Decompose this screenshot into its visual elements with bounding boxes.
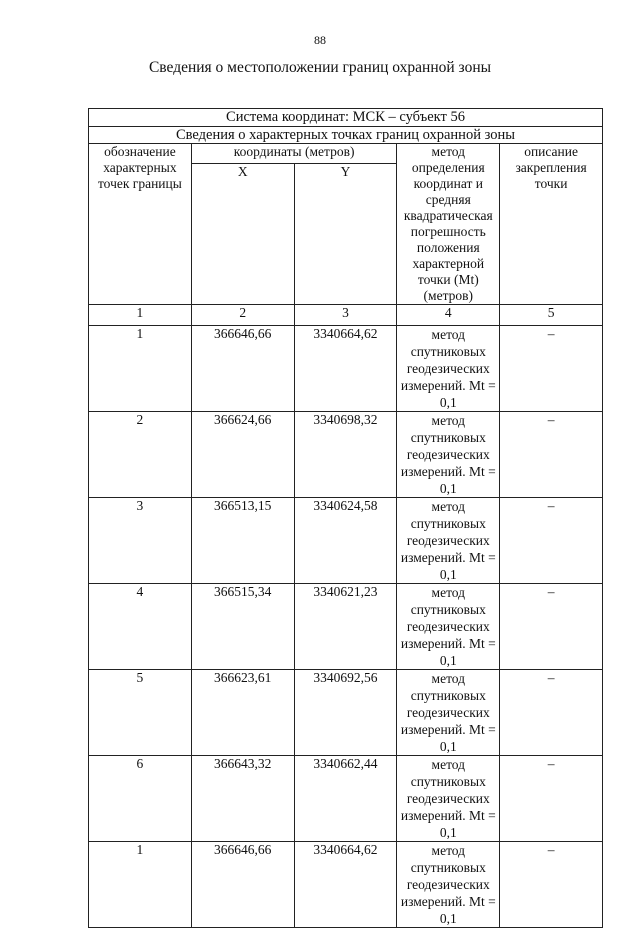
- method-cell: метод спутниковых геодезических измерений. Mt = 0,1: [397, 756, 500, 842]
- method-cell: метод спутниковых геодезических измерений. Mt = 0,1: [397, 412, 500, 498]
- coord-x: 366515,34: [191, 584, 294, 670]
- table-row: [89, 584, 603, 670]
- method-cell: метод спутниковых геодезических измерений. Mt = 0,1: [397, 842, 500, 928]
- method-cell: метод спутниковых геодезических измерений. Mt = 0,1: [397, 584, 500, 670]
- coord-y: 3340621,23: [294, 584, 397, 670]
- coord-y: 3340624,58: [294, 498, 397, 584]
- fixing-cell: –: [500, 584, 603, 670]
- fixing-cell: –: [500, 412, 603, 498]
- fixing-cell: –: [500, 326, 603, 412]
- method-cell: метод спутниковых геодезических измерений. Mt = 0,1: [397, 498, 500, 584]
- header-coordinates: координаты (метров): [191, 144, 397, 164]
- coord-x: 366513,15: [191, 498, 294, 584]
- column-index: 4: [397, 305, 500, 326]
- coord-y: 3340664,62: [294, 842, 397, 928]
- coord-x: 366623,61: [191, 670, 294, 756]
- coord-x: 366624,66: [191, 412, 294, 498]
- header-row: [89, 144, 603, 164]
- table-row: [89, 670, 603, 756]
- header-y: Y: [294, 164, 397, 305]
- coord-y: 3340692,56: [294, 670, 397, 756]
- coord-y: 3340698,32: [294, 412, 397, 498]
- header-fixing-description: описание закрепления точки: [500, 144, 603, 305]
- column-index: 3: [294, 305, 397, 326]
- header-point-designation: обозначение характерных точек границы: [89, 144, 192, 305]
- point-number: 1: [89, 842, 192, 928]
- point-number: 1: [89, 326, 192, 412]
- coordinate-system-row: [89, 109, 603, 127]
- column-index: 1: [89, 305, 192, 326]
- boundary-points-table: [88, 108, 603, 928]
- table-row: [89, 412, 603, 498]
- coord-y: 3340664,62: [294, 326, 397, 412]
- fixing-cell: –: [500, 842, 603, 928]
- coord-x: 366643,32: [191, 756, 294, 842]
- method-cell: метод спутниковых геодезических измерений. Mt = 0,1: [397, 670, 500, 756]
- column-index-row: [89, 305, 603, 326]
- table-caption-cell: Сведения о характерных точках границ охранной зоны: [89, 127, 603, 144]
- column-index: 5: [500, 305, 603, 326]
- table-row: [89, 756, 603, 842]
- table-row: [89, 498, 603, 584]
- page-number: 88: [314, 33, 326, 47]
- document-title: Сведения о местоположении границ охранной зоны: [148, 59, 492, 76]
- point-number: 3: [89, 498, 192, 584]
- fixing-cell: –: [500, 670, 603, 756]
- point-number: 5: [89, 670, 192, 756]
- header-x: X: [191, 164, 294, 305]
- column-index: 2: [191, 305, 294, 326]
- table-row: [89, 326, 603, 412]
- coord-x: 366646,66: [191, 326, 294, 412]
- fixing-cell: –: [500, 498, 603, 584]
- coordinate-system-cell: Система координат: МСК – субъект 56: [89, 109, 603, 127]
- point-number: 4: [89, 584, 192, 670]
- coord-y: 3340662,44: [294, 756, 397, 842]
- point-number: 2: [89, 412, 192, 498]
- table-caption-row: [89, 127, 603, 144]
- coord-x: 366646,66: [191, 842, 294, 928]
- point-number: 6: [89, 756, 192, 842]
- header-method: метод определения координат и средняя квадратическая погрешность положения характерной точки (Mt) (метров): [397, 144, 500, 305]
- table-row: [89, 842, 603, 928]
- fixing-cell: –: [500, 756, 603, 842]
- method-cell: метод спутниковых геодезических измерений. Mt = 0,1: [397, 326, 500, 412]
